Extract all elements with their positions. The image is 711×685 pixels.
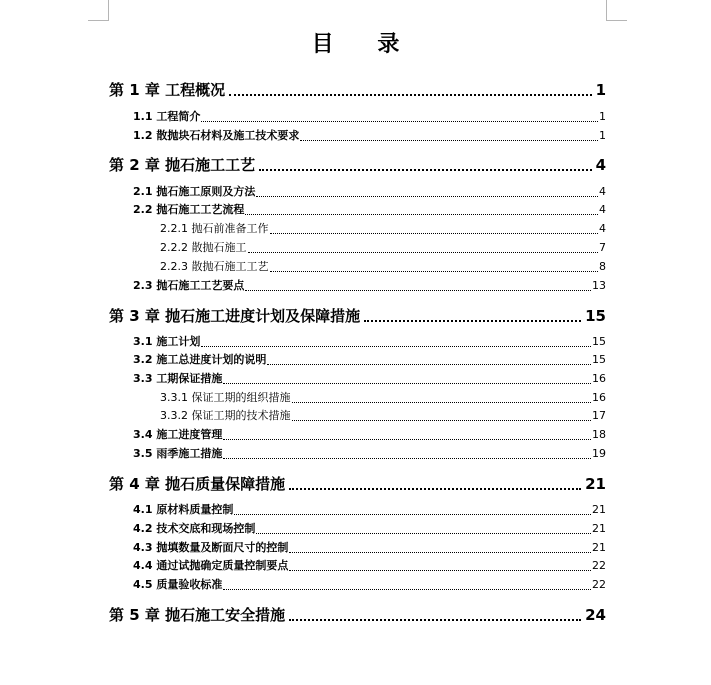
toc-chapter-entry[interactable] — [109, 154, 606, 176]
toc-dot-leader — [223, 589, 591, 590]
toc-dot-leader — [289, 488, 581, 490]
toc-section-entry[interactable] — [133, 127, 606, 144]
toc-chapter-entry[interactable] — [109, 305, 606, 327]
toc-page-number: 16 — [592, 391, 606, 404]
toc-entry-label: 第 2 章 抛石施工工艺 — [109, 156, 256, 174]
toc-page-number: 4 — [599, 185, 606, 198]
toc-entry-label: 2.2.1 抛石前准备工作 — [160, 222, 269, 235]
toc-section-entry[interactable] — [133, 108, 606, 125]
toc-page-number: 4 — [599, 222, 606, 235]
toc-entry-label: 第 5 章 抛石施工安全措施 — [109, 606, 286, 624]
toc-section-entry[interactable] — [133, 520, 606, 537]
toc-subsection-entry[interactable] — [160, 258, 606, 275]
toc-section-entry[interactable] — [133, 426, 606, 443]
toc-entry-label: 3.1 施工计划 — [133, 335, 201, 348]
toc-page-number: 1 — [599, 129, 606, 142]
toc-dot-leader — [223, 383, 591, 384]
toc-section-entry[interactable] — [133, 277, 606, 294]
toc-entry-label: 1.1 工程简介 — [133, 110, 201, 123]
toc-page-number: 19 — [592, 447, 606, 460]
toc-entry-label: 第 1 章 工程概况 — [109, 81, 226, 99]
toc-entry-label: 3.3.2 保证工期的技术措施 — [160, 409, 291, 422]
toc-entry-label: 4.5 质量验收标准 — [133, 578, 223, 591]
toc-entry-label: 3.2 施工总进度计划的说明 — [133, 353, 267, 366]
toc-dot-leader — [248, 252, 599, 253]
toc-dot-leader — [256, 196, 598, 197]
toc-page-number: 16 — [592, 372, 606, 385]
toc-section-entry[interactable] — [133, 576, 606, 593]
toc-entry-label: 2.2.3 散抛石施工工艺 — [160, 260, 269, 273]
toc-entry-label: 3.3.1 保证工期的组织措施 — [160, 391, 291, 404]
toc-chapter-entry[interactable] — [109, 473, 606, 495]
toc-entry-label: 1.2 散抛块石材料及施工技术要求 — [133, 129, 300, 142]
toc-chapter-entry[interactable] — [109, 604, 606, 626]
toc-entry-label: 2.2.2 散抛石施工 — [160, 241, 247, 254]
toc-entry-label: 3.5 雨季施工措施 — [133, 447, 223, 460]
toc-page-number: 15 — [585, 307, 606, 325]
toc-page-number: 21 — [592, 522, 606, 535]
toc-page-number: 13 — [592, 279, 606, 292]
toc-section-entry[interactable] — [133, 183, 606, 200]
toc-page-number: 15 — [592, 353, 606, 366]
toc-entry-label: 2.1 抛石施工原则及方法 — [133, 185, 256, 198]
toc-dot-leader — [223, 439, 591, 440]
toc-page-number: 1 — [599, 110, 606, 123]
toc-dot-leader — [201, 346, 591, 347]
page-title: 目 录 — [311, 32, 418, 57]
toc-dot-leader — [245, 290, 591, 291]
toc-dot-leader — [289, 570, 591, 571]
toc-subsection-entry[interactable] — [160, 220, 606, 237]
toc-page-number: 18 — [592, 428, 606, 441]
toc-subsection-entry[interactable] — [160, 239, 606, 256]
toc-page-number: 22 — [592, 559, 606, 572]
toc-section-entry[interactable] — [133, 557, 606, 574]
toc-entry-label: 2.2 抛石施工工艺流程 — [133, 203, 245, 216]
toc-section-entry[interactable] — [133, 351, 606, 368]
toc-dot-leader — [289, 552, 591, 553]
toc-dot-leader — [259, 169, 591, 171]
toc-dot-leader — [234, 514, 591, 515]
toc-dot-leader — [229, 94, 591, 96]
toc-dot-leader — [270, 233, 599, 234]
toc-page-number: 17 — [592, 409, 606, 422]
toc-section-entry[interactable] — [133, 370, 606, 387]
toc-section-entry[interactable] — [133, 539, 606, 556]
toc-dot-leader — [289, 619, 581, 621]
toc-entry-label: 第 3 章 抛石施工进度计划及保障措施 — [109, 307, 361, 325]
toc-chapter-entry[interactable] — [109, 79, 606, 101]
toc-entry-label: 3.3 工期保证措施 — [133, 372, 223, 385]
toc-subsection-entry[interactable] — [160, 389, 606, 406]
toc-dot-leader — [292, 420, 592, 421]
toc-dot-leader — [270, 271, 599, 272]
toc-page-number: 15 — [592, 335, 606, 348]
toc-entry-label: 第 4 章 抛石质量保障措施 — [109, 475, 286, 493]
toc-entry-label: 4.2 技术交底和现场控制 — [133, 522, 256, 535]
toc-entry-label: 4.3 抛填数量及断面尺寸的控制 — [133, 541, 289, 554]
toc-page-number: 21 — [592, 541, 606, 554]
crop-mark-top-right — [606, 0, 627, 21]
toc-entry-label: 2.3 抛石施工工艺要点 — [133, 279, 245, 292]
toc-page-number: 22 — [592, 578, 606, 591]
toc-dot-leader — [292, 402, 592, 403]
toc-dot-leader — [201, 121, 598, 122]
toc-dot-leader — [245, 214, 598, 215]
toc-section-entry[interactable] — [133, 445, 606, 462]
toc-page-number: 21 — [585, 475, 606, 493]
toc-dot-leader — [256, 533, 591, 534]
toc-dot-leader — [223, 458, 591, 459]
toc-page-number: 4 — [599, 203, 606, 216]
toc-dot-leader — [364, 320, 581, 322]
toc-page-number: 21 — [592, 503, 606, 516]
toc-entry-label: 4.4 通过试抛确定质量控制要点 — [133, 559, 289, 572]
toc-page-number: 7 — [599, 241, 606, 254]
toc-section-entry[interactable] — [133, 201, 606, 218]
toc-page-number: 8 — [599, 260, 606, 273]
crop-mark-top-left — [88, 0, 109, 21]
toc-entry-label: 4.1 原材料质量控制 — [133, 503, 234, 516]
toc-dot-leader — [267, 364, 591, 365]
toc-entry-label: 3.4 施工进度管理 — [133, 428, 223, 441]
toc-section-entry[interactable] — [133, 333, 606, 350]
toc-page-number: 1 — [595, 81, 606, 99]
toc-subsection-entry[interactable] — [160, 407, 606, 424]
toc-dot-leader — [300, 140, 598, 141]
toc-page-number: 4 — [595, 156, 606, 174]
toc-section-entry[interactable] — [133, 501, 606, 518]
toc-page-number: 24 — [585, 606, 606, 624]
